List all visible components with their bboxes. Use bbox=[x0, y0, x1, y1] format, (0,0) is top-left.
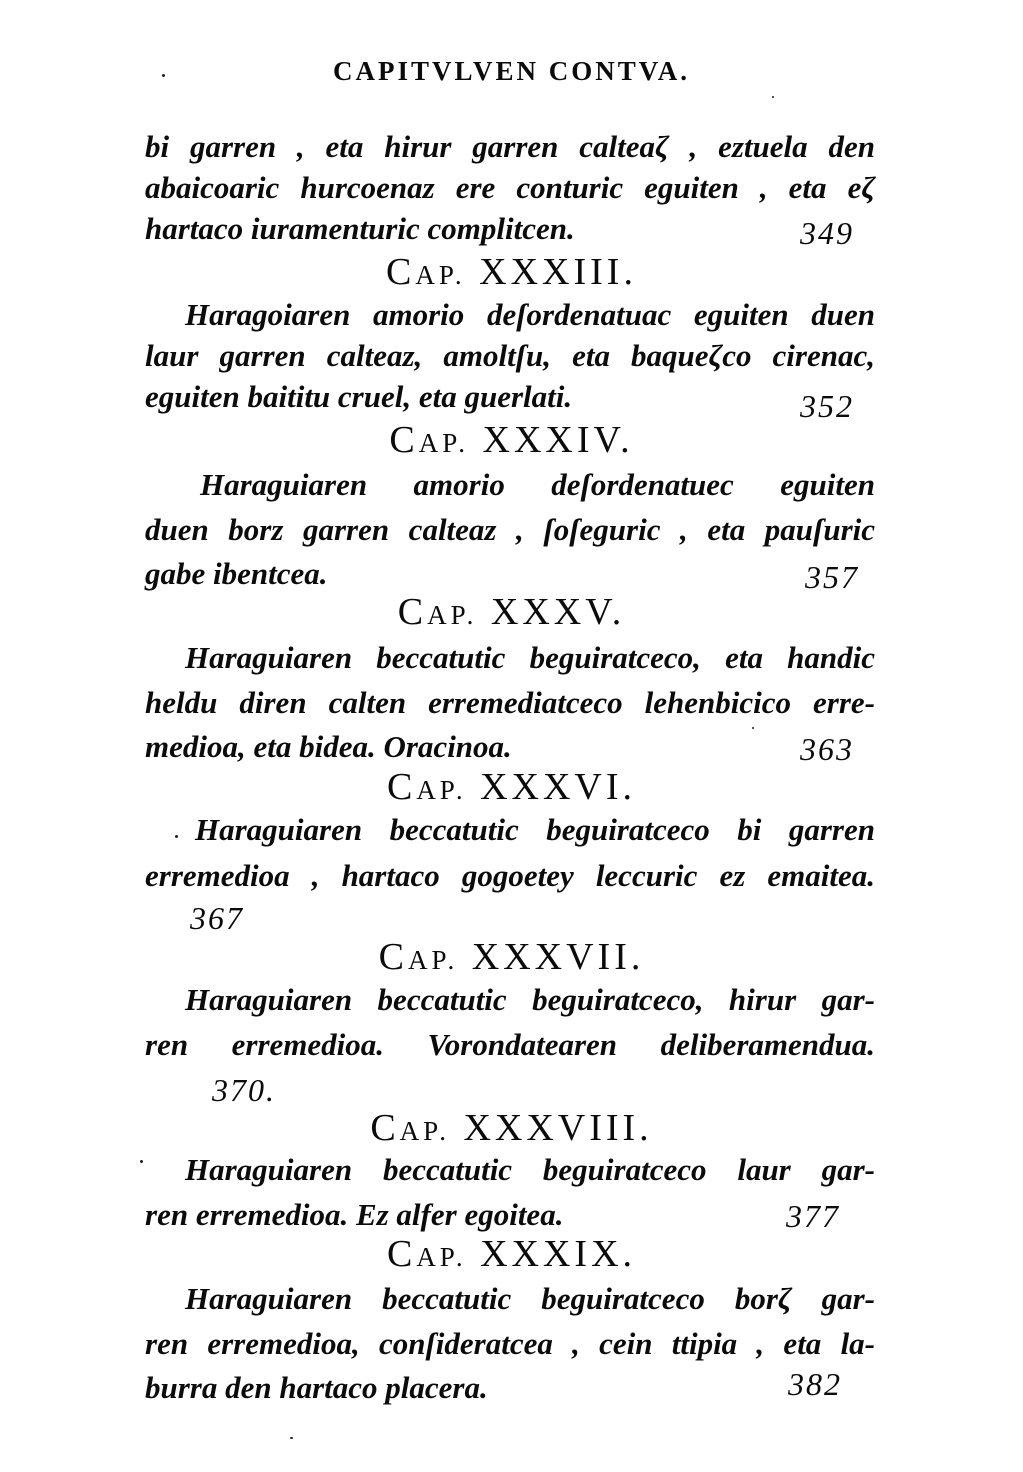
cap-prefix: C bbox=[370, 1107, 400, 1149]
scan-speck bbox=[140, 1160, 143, 1163]
cap-prefix: C bbox=[386, 251, 416, 293]
entry-line: Haraguiaren beccatutic beguiratceco, eta handic bbox=[185, 640, 875, 675]
cap-small: AP. bbox=[416, 775, 467, 805]
page-number: 382 bbox=[788, 1366, 842, 1402]
scan-speck bbox=[290, 1437, 293, 1439]
cap-prefix: C bbox=[386, 1233, 417, 1275]
entry-line: Haraguiaren beccatutic beguiratceco bi garren bbox=[195, 812, 875, 847]
entry-line: ren erremedioa, conſideratcea , cein ttipia , eta la- bbox=[145, 1326, 875, 1361]
chapter-heading bbox=[0, 935, 1023, 982]
page-number: 377 bbox=[786, 1198, 840, 1234]
entry-line: medioa, eta bidea. Oracinoa. bbox=[145, 729, 512, 764]
entry-line: ren erremedioa. Ez alfer egoitea. bbox=[145, 1197, 564, 1232]
page-number: 367 bbox=[190, 900, 244, 936]
entry-line: hartaco iuramenturic complitcen. bbox=[145, 211, 575, 246]
entry-line: duen borz garren calteaz , ſoſeguric , eta pauſuric bbox=[145, 512, 875, 547]
cap-small: AP. bbox=[418, 428, 470, 458]
entry-line: heldu diren calten erremediatceco lehenbicico erre- bbox=[145, 685, 875, 720]
scan-speck bbox=[752, 727, 754, 729]
entry-line: bi garren , eta hirur garren calteaζ , eztuela den bbox=[145, 129, 875, 164]
chapter-heading bbox=[0, 1232, 1023, 1279]
cap-small: AP. bbox=[416, 1242, 467, 1272]
running-head: CAPITVLVEN CONTVA. bbox=[332, 56, 691, 86]
entry-line: eguiten baititu cruel, eta guerlati. bbox=[145, 379, 573, 414]
cap-numeral: XXXVII. bbox=[471, 936, 645, 978]
cap-numeral: XXXIV. bbox=[482, 419, 634, 461]
cap-numeral: XXXIII. bbox=[479, 251, 637, 293]
cap-numeral: XXXVI. bbox=[480, 766, 637, 808]
page-number: 352 bbox=[800, 388, 854, 424]
cap-small: AP. bbox=[415, 260, 466, 290]
cap-numeral: XXXV. bbox=[490, 591, 626, 633]
entry-line: laur garren calteaz, amoltſu, eta baqueζco cirenac, bbox=[145, 338, 875, 373]
entry-line: Haraguiaren beccatutic beguiratceco laur gar- bbox=[185, 1152, 875, 1187]
entry-line: burra den hartaco placera. bbox=[145, 1370, 488, 1405]
cap-small: AP. bbox=[408, 945, 459, 975]
cap-prefix: C bbox=[386, 766, 417, 808]
chapter-heading bbox=[0, 250, 1023, 297]
cap-small: AP. bbox=[399, 1116, 450, 1146]
cap-prefix: C bbox=[378, 936, 408, 978]
entry-line: ren erremedioa. Vorondatearen deliberamendua. bbox=[145, 1027, 875, 1062]
entry-line: Haraguiaren amorio deſordenatuec eguiten bbox=[200, 467, 875, 502]
entry-line: erremedioa , hartaco gogoetey leccuric ez emaitea. bbox=[145, 858, 875, 893]
chapter-heading bbox=[0, 418, 1023, 465]
entry-line: abaicoaric hurcoenaz ere conturic eguiten , eta eζ bbox=[145, 170, 875, 205]
cap-prefix: C bbox=[389, 419, 419, 461]
page-number: 349 bbox=[800, 215, 854, 251]
cap-small: AP. bbox=[427, 600, 478, 630]
chapter-heading bbox=[0, 1106, 1023, 1153]
entry-line: gabe ibentcea. bbox=[145, 556, 328, 591]
cap-numeral: XXXVIII. bbox=[463, 1107, 653, 1149]
cap-numeral: XXXIX. bbox=[480, 1233, 637, 1275]
entry-line: Haragoiaren amorio deſordenatuac eguiten duen bbox=[185, 297, 875, 332]
chapter-heading bbox=[0, 765, 1023, 812]
page-number: 370. bbox=[212, 1072, 276, 1108]
scan-speck bbox=[772, 96, 774, 98]
chapter-heading bbox=[0, 590, 1023, 637]
page-number: 357 bbox=[805, 559, 859, 595]
scan-speck bbox=[162, 74, 165, 77]
entry-line: Haraguiaren beccatutic beguiratceco, hirur gar- bbox=[185, 982, 875, 1017]
scan-speck bbox=[175, 835, 178, 838]
cap-prefix: C bbox=[397, 591, 428, 633]
entry-line: Haraguiaren beccatutic beguiratceco borζ gar- bbox=[185, 1281, 875, 1316]
page-number: 363 bbox=[800, 731, 854, 767]
